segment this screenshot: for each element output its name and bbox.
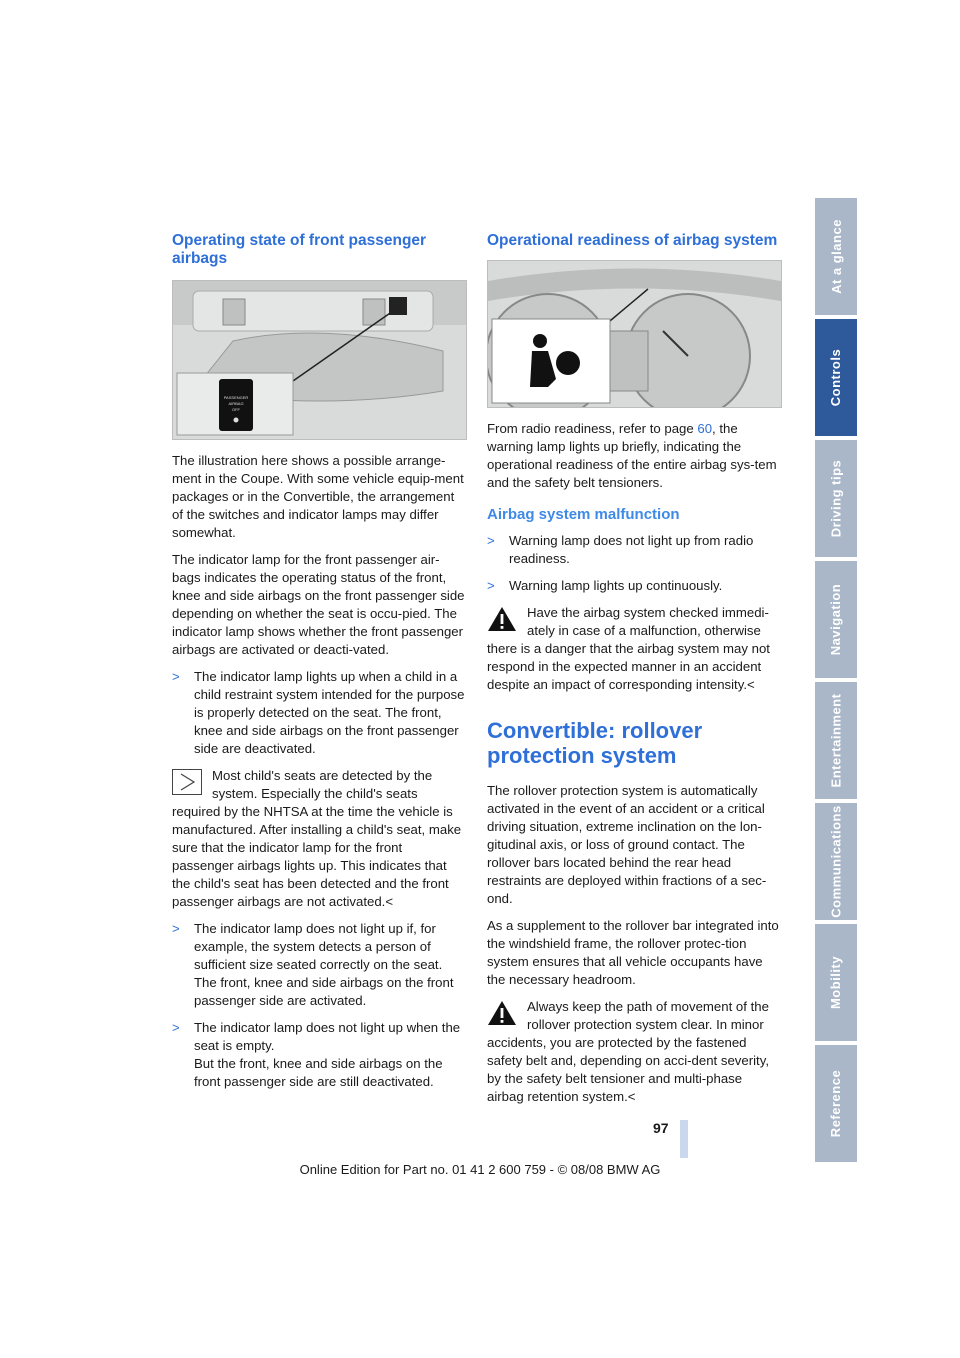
warning-rollover-path: Always keep the path of movement of the rollover protection system clear. In minor accidents, you are protected by the fastened safety belt and, depending on acci-dent severity, by the safety belt tensioner and multi-phase airbag retention system.< bbox=[487, 999, 769, 1104]
tab-entertainment[interactable]: Entertainment bbox=[815, 682, 857, 799]
passenger-airbag-illustration bbox=[172, 280, 467, 440]
section-heading-passenger-airbags: Operating state of front passenger airbags bbox=[172, 232, 427, 267]
end-mark: < bbox=[627, 1089, 636, 1104]
page-reference-link[interactable]: 60 bbox=[697, 421, 713, 436]
left-column bbox=[172, 232, 467, 1100]
bullet-marker: > bbox=[487, 533, 495, 548]
list-item: > Warning lamp does not light up from radio readiness. bbox=[487, 533, 754, 566]
section-heading-airbag-readiness: Operational readiness of airbag system bbox=[487, 232, 778, 249]
note-child-seat: Most child's seats are detected by the system. Especially the child's seats required by the NHTSA at the time the vehicle is manufactured. After installing a child's seat, make sure that the indicator lamp for the front passenger airbags lights up. This indicates that the child's seat has been detected and the front passenger airbags are not activated.< bbox=[172, 768, 462, 909]
fig-label-2: AIRBAG bbox=[228, 401, 244, 406]
fig-label-1: PASSENGER bbox=[223, 395, 249, 400]
chapter-tabs bbox=[815, 198, 857, 1166]
page-number: 97 bbox=[653, 1120, 669, 1136]
footer-edition-note: Online Edition for Part no. 01 41 2 600 759 - © 08/08 BMW AG bbox=[299, 1162, 661, 1177]
instrument-cluster-illustration bbox=[487, 260, 782, 408]
tab-driving-tips[interactable]: Driving tips bbox=[815, 440, 857, 557]
tab-reference[interactable]: Reference bbox=[815, 1045, 857, 1162]
fig-label-3: OFF bbox=[232, 407, 240, 412]
paragraph-readiness: From radio readiness, refer to page 60, the warning lamp lights up briefly, indicating the operational readiness of the entire airbag sys-tem and the safety belt tensioners. bbox=[487, 421, 777, 490]
tab-at-a-glance[interactable]: At a glance bbox=[815, 198, 857, 315]
tab-mobility[interactable]: Mobility bbox=[815, 924, 857, 1041]
paragraph-arrangement: The illustration here shows a possible arrange-ment in the Coupe. With some vehicle equip-ment packages or in the Convertible, the arrangement of the switches and indicator lamps may differ somewhat. bbox=[172, 453, 464, 540]
paragraph-rollover-activation: The rollover protection system is automatically activated in the event of an accident or a critical driving situation, extreme inclination on the lon-gitudinal axis, or loss of ground contact. The rollover bars located behind the rear head restraints are deployed within fractions of a sec-ond. bbox=[487, 783, 767, 906]
list-item: > The indicator lamp lights up when a child in a child restraint system intended for the purpose is properly detected on the seat. The front, knee and side airbags on the front passenger side are deactivated. bbox=[172, 669, 465, 756]
tab-navigation[interactable]: Navigation bbox=[815, 561, 857, 678]
note-icon bbox=[172, 769, 204, 797]
subheading-malfunction: Airbag system malfunction bbox=[487, 506, 680, 523]
list-item: > The indicator lamp does not light up when the seat is empty. But the front, knee and side airbags on the front passenger side are still deactivated. bbox=[172, 1020, 461, 1089]
warning-airbag-check: Have the airbag system checked immedi-ately in case of a malfunction, otherwise there is a danger that the airbag system may not respond in the expected manner in an accident despite an impact of corresponding intensity.< bbox=[487, 605, 770, 692]
bullet-marker: > bbox=[172, 1020, 180, 1035]
page-marker-bar bbox=[680, 1120, 688, 1158]
list-item: > Warning lamp lights up continuously. bbox=[487, 578, 723, 593]
paragraph-indicator-lamp: The indicator lamp for the front passenger air-bags indicates the operating status of the front, knee and side airbags on the front passenger side depending on whether the seat is occu-pied. The indicator lamp shows whether the front passenger airbags are activated or deacti-vated. bbox=[172, 552, 465, 657]
section-heading-rollover: Convertible: rollover protection system bbox=[487, 718, 703, 768]
tab-communications[interactable]: Communications bbox=[815, 803, 857, 920]
instrument-cluster-image bbox=[488, 261, 781, 407]
end-mark: < bbox=[747, 677, 755, 692]
bullet-marker: > bbox=[172, 669, 180, 684]
bullet-marker: > bbox=[172, 921, 180, 936]
right-column bbox=[487, 232, 782, 1115]
bullet-marker: > bbox=[487, 578, 495, 593]
paragraph-rollover-headroom: As a supplement to the rollover bar integrated into the windshield frame, the rollover protec-tion system ensures that all vehicle occupants have the necessary headroom. bbox=[487, 918, 779, 987]
warning-triangle-icon bbox=[487, 606, 519, 634]
warning-triangle-icon bbox=[487, 1000, 519, 1028]
overhead-console-image bbox=[173, 281, 466, 439]
list-item: > The indicator lamp does not light up if, for example, the system detects a person of sufficient size seated correctly on the seat. The front, knee and side airbags on the front passenger side are activated. bbox=[172, 921, 454, 1008]
end-mark: < bbox=[385, 894, 394, 909]
tab-controls[interactable]: Controls bbox=[815, 319, 857, 436]
